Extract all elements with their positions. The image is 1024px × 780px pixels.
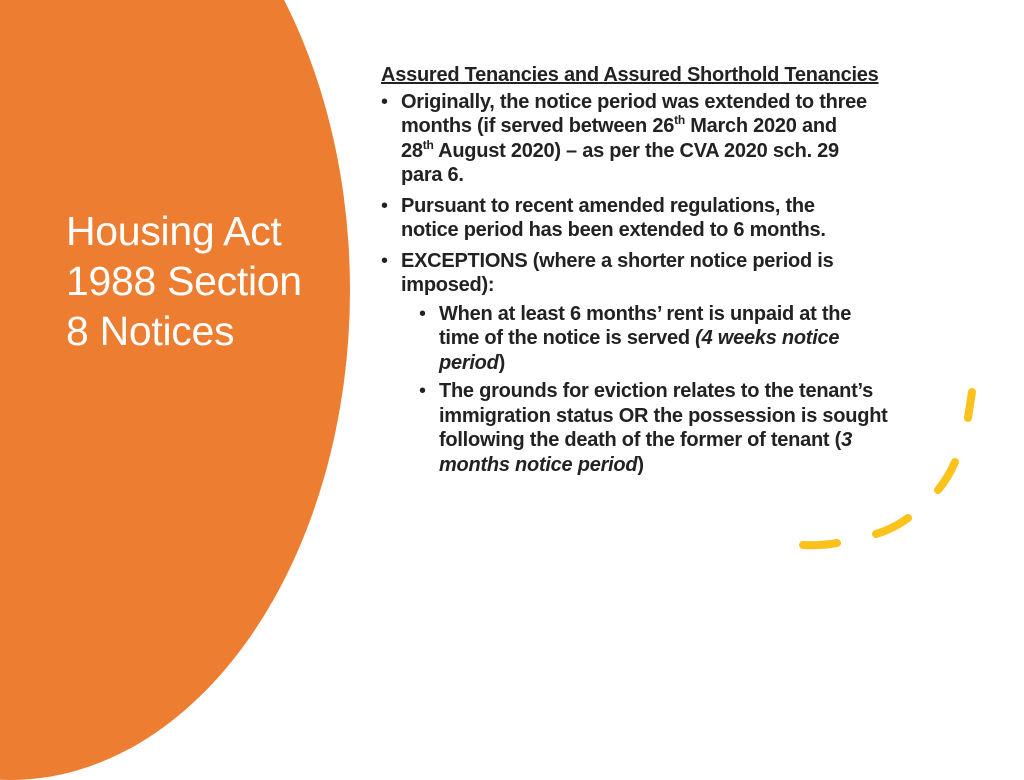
bullet-icon: • xyxy=(381,249,388,272)
bullet-icon: • xyxy=(419,302,426,325)
section-heading: Assured Tenancies and Assured Shorthold Tenancies xyxy=(381,64,879,86)
sub-bullet-rent-unpaid: • When at least 6 months’ rent is unpaid at the time of the notice is served (4 weeks notice period) xyxy=(419,302,852,374)
bullet-item-original-notice: • Originally, the notice period was extended to three months (if served between 26th March 2020 and 28th August 2020) – as per the CVA 2020 sch. 29 para 6. xyxy=(381,90,867,186)
bullet-item-exceptions: • EXCEPTIONS (where a shorter notice period is imposed): • When at least 6 months’ rent is unpaid at the time of the notice is served (4 weeks notice period) • The grounds for eviction relates to the tenant’s immigration status OR the possession is sought following the death of the former of tenant (3 months notice period) xyxy=(381,249,961,478)
bullet-icon: • xyxy=(419,380,426,402)
dash-segment xyxy=(968,392,972,418)
bullet-item-amended-regulations: • Pursuant to recent amended regulations, the notice period has been extended to 6 months. xyxy=(381,194,826,241)
bullet-icon: • xyxy=(381,90,388,113)
dash-segment xyxy=(938,462,955,490)
title-line: 8 Notices xyxy=(66,308,235,354)
dash-segment xyxy=(876,518,908,534)
title-line: 1988 Section xyxy=(66,258,302,304)
dash-segment xyxy=(803,543,837,545)
title-line: Housing Act xyxy=(66,208,282,254)
bullet-icon: • xyxy=(381,194,388,217)
sub-bullet-grounds-eviction: • The grounds for eviction relates to the tenant’s immigration status OR the possession is sought following the death of the former of tenant (3 months notice period) xyxy=(419,380,888,476)
